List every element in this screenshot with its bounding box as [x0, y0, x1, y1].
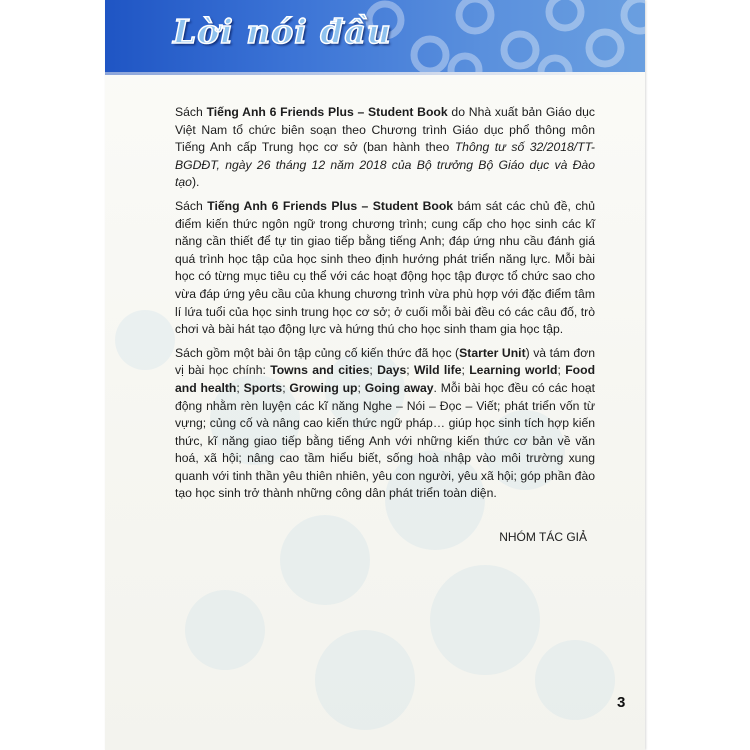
- text-run: Sách gồm một bài ôn tập củng cố kiến thức đã học (: [175, 345, 460, 360]
- bold-text: Towns and cities: [270, 363, 370, 378]
- paragraph: [175, 198, 595, 339]
- header-banner: [105, 0, 645, 72]
- content-area: [175, 104, 595, 545]
- bold-text: Food and health: [175, 363, 596, 395]
- bold-text: Going away: [364, 380, 434, 395]
- page-title: Lời nói đầu: [173, 12, 392, 51]
- paragraph: [175, 104, 595, 192]
- text-run: . Mỗi bài học đều có các hoạt động nhằm rèn luyện các kĩ năng Nghe – Nói – Đọc – Viết; phát triển vốn từ vựng; củng cố và nâng cao kiến thức ngữ pháp… giúp học sinh tích hợp kiến thức, kĩ năng giao tiếp bằng tiếng Anh với những kiến thức cơ bản về văn hoá, xã hội; nâng cao tầm hiểu biết, sống hoà nhập vào môi trường xung quanh với tinh thần yêu thiên nhiên, yêu con người, yêu xã hội; góp phần đào tạo học sinh trở thành những công dân phát triển toàn diện.: [175, 380, 596, 501]
- text-run: ;: [557, 363, 566, 378]
- text-run: Sách: [175, 105, 207, 119]
- text-run: ;: [406, 363, 414, 378]
- text-run: ;: [282, 380, 290, 395]
- bold-text: Sports: [243, 380, 283, 395]
- bold-text: Tiếng Anh 6 Friends Plus – Student Book: [207, 198, 454, 213]
- text-run: bám sát các chủ đề, chủ điểm kiến thức ngôn ngữ trong chương trình; cung cấp cho học sinh các kĩ năng cần thiết để tự tin giao tiếp bằng tiếng Anh; đáp ứng nhu cầu đánh giá quá trình học tập của học sinh theo định hướng phát triển năng lực. Mỗi bài học có từng mục tiêu cụ thể với các hoạt động học tập được tổ chức sao cho vừa đáp ứng yêu cầu của khung chương trình vừa phù hợp với đặc điểm tâm lí lứa tuổi của học sinh trung học cơ sở; ở cuối mỗi bài đều có các câu đố, trò chơi và bài hát tạo động lực và hứng thú cho học sinh tham gia học tập.: [175, 198, 595, 337]
- text-run: ;: [461, 363, 470, 378]
- bold-text: Days: [377, 363, 407, 378]
- text-run: ;: [369, 363, 378, 378]
- text-run: ;: [236, 380, 244, 395]
- text-run: Sách: [175, 198, 208, 213]
- signature: NHÓM TÁC GIẢ: [499, 530, 587, 545]
- book-page: [105, 0, 645, 750]
- text-run: ;: [357, 380, 365, 395]
- text-run: do Nhà xuất bản Giáo dục Việt Nam tổ chức biên soạn theo Chương trình Giáo dục phổ thông môn Tiếng Anh cấp Trung học cơ sở (ban hành theo: [175, 105, 595, 155]
- bold-text: Wild life: [413, 363, 462, 378]
- italic-text: Thông tư số 32/2018/TT-BGDĐT, ngày 26 tháng 12 năm 2018 của Bộ trưởng Bộ Giáo dục và Đào tạo: [175, 140, 595, 190]
- page-number: 3: [617, 694, 626, 711]
- text-run: ) và tám đơn vị bài học chính:: [175, 345, 595, 378]
- text-run: ).: [191, 175, 200, 190]
- bold-text: Growing up: [289, 380, 358, 395]
- preface-body: [175, 104, 595, 503]
- paragraph: [175, 345, 595, 503]
- bold-text: Starter Unit: [459, 345, 526, 360]
- bold-text: Learning world: [469, 363, 558, 378]
- bold-text: Tiếng Anh 6 Friends Plus – Student Book: [206, 105, 448, 119]
